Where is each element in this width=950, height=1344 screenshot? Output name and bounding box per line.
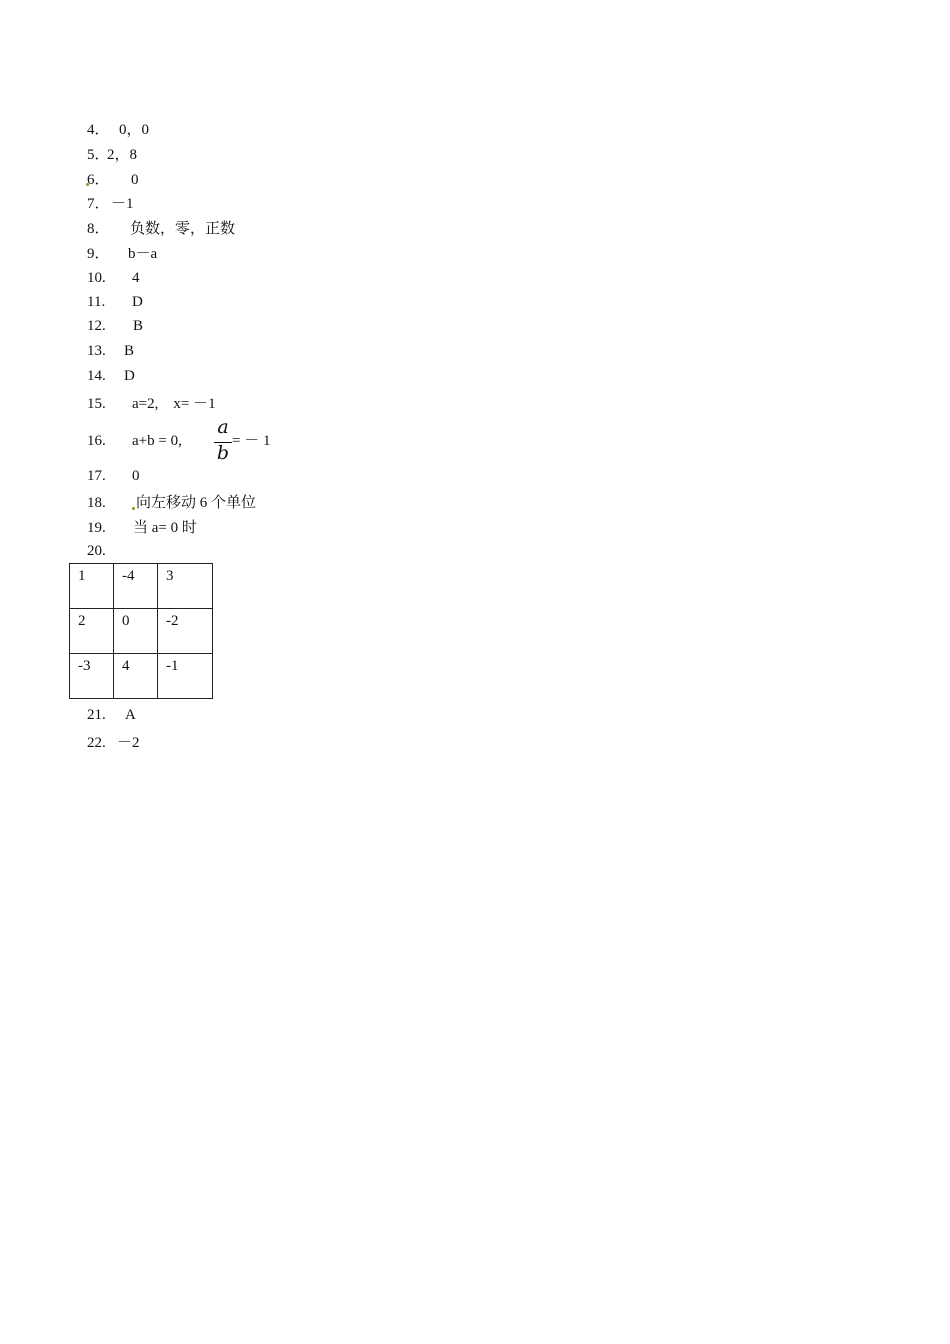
answer-value: A xyxy=(125,707,136,723)
answer-value: 0 xyxy=(132,468,140,484)
answer-number: 12. xyxy=(87,318,106,334)
answer-number: 10. xyxy=(87,270,106,286)
table-cell: -4 xyxy=(114,564,158,609)
answer-value-tail: = － 1 xyxy=(232,433,271,449)
answer-number: 17. xyxy=(87,468,106,484)
answer-number: 9． xyxy=(87,246,110,262)
fraction-numerator: a xyxy=(217,416,229,438)
answer-number: 18. xyxy=(87,495,106,511)
answer-number: 6． xyxy=(87,172,110,188)
table-cell: 1 xyxy=(70,564,114,609)
table-cell: 0 xyxy=(114,609,158,654)
answer-number: 15. xyxy=(87,396,106,412)
answer-value: a=2, x= －1 xyxy=(132,396,216,412)
table-cell: 3 xyxy=(158,564,213,609)
table-cell: -1 xyxy=(158,654,213,699)
table-row xyxy=(70,564,213,609)
answer-number: 4． xyxy=(87,122,110,138)
answer-value: D xyxy=(132,294,143,310)
answer-value: D xyxy=(124,368,135,384)
answer-number: 14. xyxy=(87,368,106,384)
answer-value: 2，8 xyxy=(107,147,138,163)
table-cell: 2 xyxy=(70,609,114,654)
answer-value: －1 xyxy=(111,196,134,212)
answer-value: 0 xyxy=(131,172,139,188)
answer-value: －2 xyxy=(117,735,140,751)
answer-number: 21. xyxy=(87,707,106,723)
answer-value: 0，0 xyxy=(119,122,150,138)
answer-value: 向左移动 6 个单位 xyxy=(136,495,257,511)
answer-number: 5． xyxy=(87,147,110,163)
answer-value: B xyxy=(124,343,135,359)
answer-number: 16. xyxy=(87,433,106,449)
answer-number: 11. xyxy=(87,294,106,310)
answer-value: 4 xyxy=(132,270,140,286)
answer-number: 8． xyxy=(87,221,110,237)
answer-value: 当 a= 0 时 xyxy=(133,520,197,536)
table-row xyxy=(70,609,213,654)
answer-value: 负数，零，正数 xyxy=(130,221,236,237)
answer-number: 13. xyxy=(87,343,106,359)
answer-value: b－a xyxy=(128,246,158,262)
magic-square-table xyxy=(69,563,213,699)
answer-number: 20. xyxy=(87,543,106,559)
answer-number: 22. xyxy=(87,735,106,751)
fraction-denominator: b xyxy=(216,442,230,464)
answer-number: 7． xyxy=(87,196,110,212)
answer-value: a+b = 0, xyxy=(132,433,182,449)
table-row xyxy=(70,654,213,699)
table-cell: -2 xyxy=(158,609,213,654)
answer-number: 19. xyxy=(87,520,106,536)
table-cell: -3 xyxy=(70,654,114,699)
ink-dot xyxy=(132,507,135,510)
answer-value: B xyxy=(133,318,144,334)
table-cell: 4 xyxy=(114,654,158,699)
